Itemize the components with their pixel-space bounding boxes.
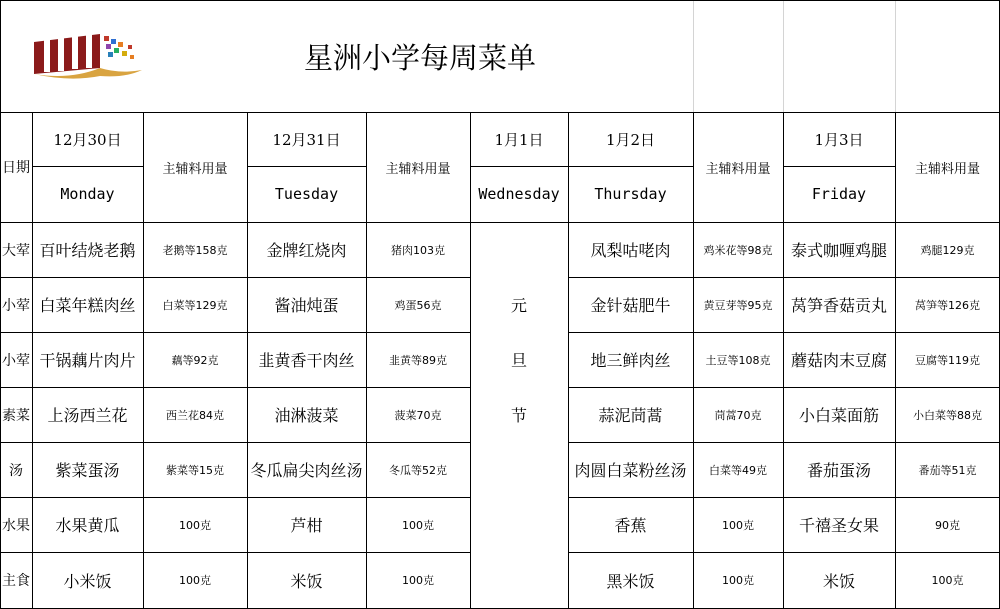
quantity-cell: 黄豆芽等95克 (703, 298, 773, 312)
weekday-tuesday: Tuesday (274, 185, 339, 203)
date-monday: 12月30日 (53, 130, 122, 149)
quantity-header: 主辅料用量 (162, 161, 228, 177)
holiday-char: 旦 (510, 351, 527, 370)
grid-line (693, 0, 694, 112)
dish-cell: 蘑菇肉末豆腐 (790, 351, 887, 370)
dish-cell: 黑米饭 (606, 571, 655, 591)
quantity-header: 主辅料用量 (385, 161, 451, 177)
dish-cell: 水果黄瓜 (55, 516, 120, 535)
quantity-cell: 莴笋等126克 (915, 298, 980, 312)
dish-cell: 米饭 (290, 571, 323, 591)
dish-cell: 蒜泥茼蒿 (598, 406, 663, 425)
row-label: 水果 (2, 517, 30, 534)
dish-cell: 肉圆白菜粉丝汤 (574, 461, 687, 480)
row-label: 素菜 (2, 407, 30, 424)
dish-cell: 上汤西兰花 (47, 406, 128, 425)
quantity-cell: 鸡蛋56克 (394, 298, 442, 312)
row-label: 小荤 (2, 352, 30, 369)
dish-cell: 凤梨咕咾肉 (590, 241, 671, 260)
quantity-cell: 100克 (179, 574, 211, 587)
quantity-cell: 冬瓜等52克 (389, 463, 447, 477)
weekday-wednesday: Wednesday (478, 185, 560, 203)
quantity-header: 主辅料用量 (914, 161, 980, 177)
dish-cell: 油淋菠菜 (274, 406, 339, 425)
quantity-cell: 紫菜等15克 (166, 463, 224, 477)
border-top (0, 0, 1000, 1)
quantity-cell: 鸡腿129克 (920, 243, 975, 257)
weekday-friday: Friday (811, 185, 867, 203)
dish-cell: 干锅藕片肉片 (39, 351, 136, 370)
quantity-cell: 西兰花84克 (166, 408, 224, 422)
grid-line (895, 0, 896, 112)
quantity-cell: 100克 (722, 518, 754, 532)
dish-cell: 泰式咖喱鸡腿 (790, 241, 887, 260)
dish-cell: 地三鲜肉丝 (590, 351, 671, 370)
dish-cell: 莴笋香菇贡丸 (790, 296, 887, 315)
weekday-thursday: Thursday (594, 185, 667, 203)
quantity-cell: 番茄等51克 (918, 463, 977, 477)
dish-cell: 白菜年糕肉丝 (39, 296, 136, 315)
dish-cell: 紫菜蛋汤 (55, 461, 120, 480)
quantity-cell: 菠菜70克 (394, 408, 442, 422)
row-label: 汤 (9, 462, 23, 479)
row-label: 主食 (2, 573, 30, 589)
quantity-cell: 100克 (931, 574, 964, 587)
dish-cell: 金牌红烧肉 (266, 241, 347, 260)
quantity-cell: 白菜等129克 (162, 298, 228, 312)
school-logo-icon (30, 30, 146, 80)
date-column-header: 日期 (2, 160, 30, 176)
date-wednesday: 1月1日 (494, 130, 544, 149)
dish-cell: 百叶结烧老鹅 (39, 241, 136, 260)
row-label: 小荤 (2, 297, 30, 314)
quantity-cell: 白菜等49克 (709, 463, 767, 477)
weekday-monday: Monday (60, 185, 115, 203)
quantity-cell: 90克 (935, 518, 960, 532)
dish-cell: 番茄蛋汤 (806, 461, 871, 480)
date-friday: 1月3日 (814, 130, 864, 149)
quantity-cell: 100克 (179, 518, 211, 532)
quantity-cell: 藕等92克 (171, 353, 219, 367)
quantity-cell: 小白菜等88克 (913, 408, 982, 422)
dish-cell: 金针菇肥牛 (590, 296, 671, 315)
dish-cell: 香蕉 (614, 516, 647, 535)
dish-cell: 小白菜面筋 (798, 406, 879, 425)
dish-cell: 小米饭 (63, 571, 112, 591)
date-tuesday: 12月31日 (272, 130, 341, 149)
quantity-cell: 100克 (402, 518, 434, 532)
row-label: 大荤 (2, 242, 30, 259)
dish-cell: 酱油炖蛋 (274, 296, 339, 315)
dish-cell: 芦柑 (290, 516, 323, 535)
quantity-cell: 茼蒿70克 (714, 408, 762, 422)
date-thursday: 1月2日 (605, 130, 656, 149)
quantity-cell: 韭黄等89克 (389, 353, 447, 367)
dish-cell: 韭黄香干肉丝 (258, 351, 355, 370)
holiday-char: 元 (510, 296, 527, 315)
quantity-cell: 100克 (722, 574, 754, 587)
quantity-cell: 老鹅等158克 (162, 243, 228, 257)
dish-cell: 米饭 (822, 571, 855, 591)
holiday-char: 节 (510, 406, 527, 425)
page-title: 星洲小学每周菜单 (303, 40, 536, 75)
quantity-cell: 土豆等108克 (705, 353, 771, 367)
quantity-cell: 鸡米花等98克 (703, 243, 773, 257)
quantity-header: 主辅料用量 (705, 161, 771, 177)
quantity-cell: 猪肉103克 (391, 243, 445, 257)
grid-line (783, 0, 784, 112)
dish-cell: 冬瓜扁尖肉丝汤 (250, 461, 363, 480)
dish-cell: 千禧圣女果 (798, 516, 879, 535)
quantity-cell: 豆腐等119克 (915, 353, 980, 367)
quantity-cell: 100克 (402, 574, 434, 587)
